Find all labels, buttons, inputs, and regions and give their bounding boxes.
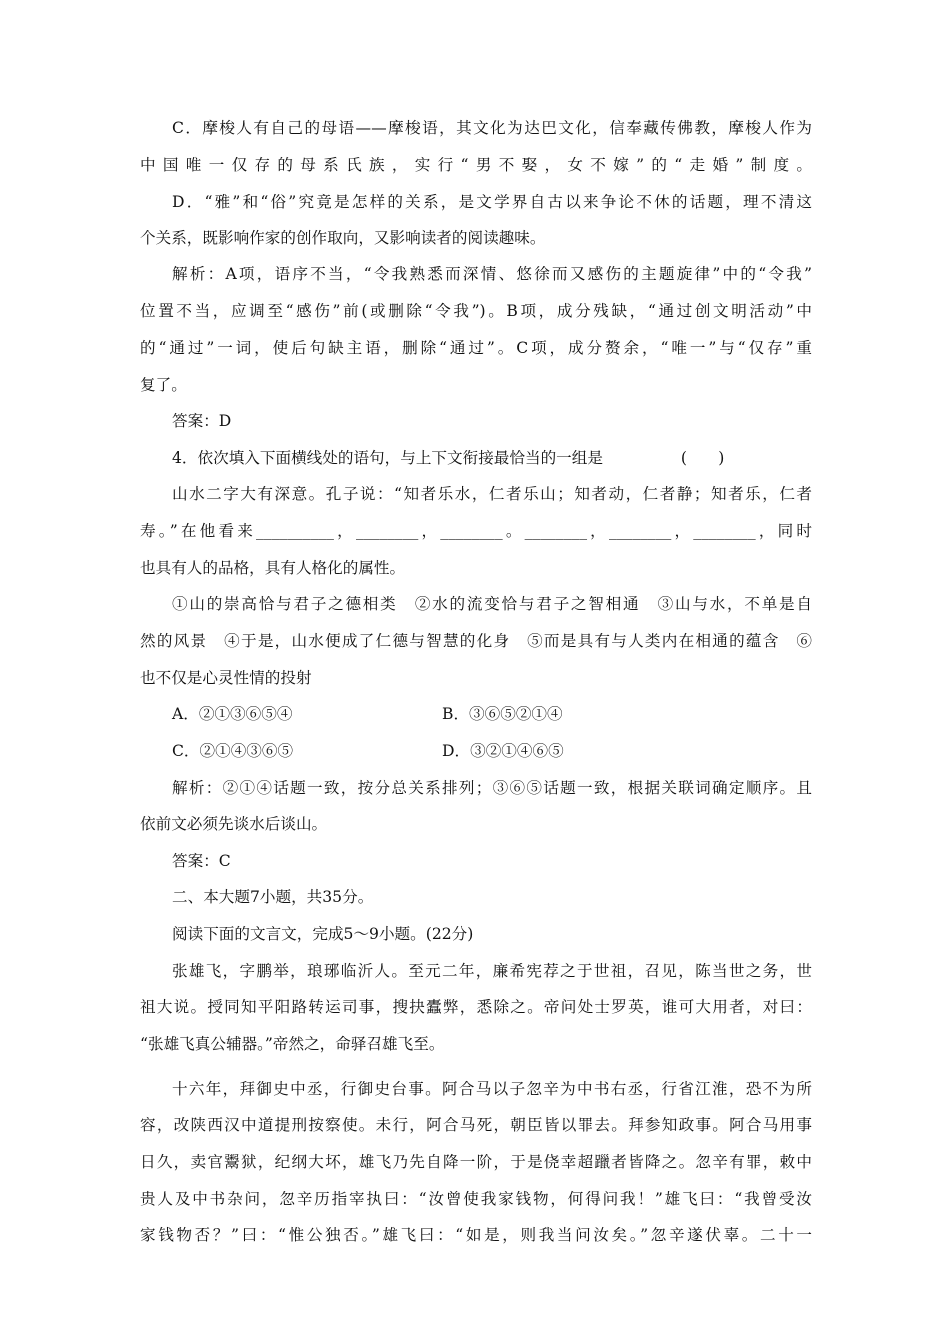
option-b: B．③⑥⑤②①④ [442, 705, 563, 723]
text-line: 祖大说。授同知平阳路转运司事，搜抉蠹弊，悉除之。帝问处士罗英，谁可大用者，对曰： [140, 998, 812, 1016]
text-line: 个关系，既影响作家的创作取向，又影响读者的阅读趣味。 [140, 229, 546, 247]
text-line: 张雄飞，字鹏举，琅琊临沂人。至元二年，廉希宪荐之于世祖，召见，陈当世之务，世 [172, 962, 812, 980]
text-line: 依前文必须先谈水后谈山。 [140, 815, 328, 833]
text-line: 容，改陕西汉中道提刑按察使。未行，阿合马死，朝臣皆以罪去。拜参知政事。阿合马用事 [140, 1116, 812, 1134]
text-line: 日久，卖官鬻狱，纪纲大坏，雄飞乃先自降一阶，于是侥幸超躐者皆降之。忽辛有罪，敕中 [140, 1153, 812, 1171]
text-line: ①山的崇高恰与君子之德相类 ②水的流变恰与君子之智相通 ③山与水，不单是自 [172, 595, 812, 613]
text-line: 复了。 [140, 376, 187, 394]
text-line: 的“通过”一词，使后句缺主语，删除“通过”。C项，成分赘余，“唯一”与“仅存”重 [140, 339, 812, 357]
text-line: 也不仅是心灵性情的投射 [140, 669, 312, 687]
text-line: 寿。”在他看来__________，________，________。________，________，________，同时 [140, 522, 812, 540]
section-heading: 二、本大题7小题，共35分。 [172, 888, 374, 906]
text-line: 贵人及中书杂问，忽辛历指宰执曰：“汝曾使我家钱物，何得问我！”雄飞曰：“我曾受汝 [140, 1190, 812, 1208]
option-c: C．②①④③⑥⑤ [172, 742, 294, 760]
text-line: 中国唯一仅存的母系氏族，实行“男不娶，女不嫁”的“走婚”制度。 [140, 156, 812, 174]
text-line: 家钱物否？”曰：“惟公独否。”雄飞曰：“如是，则我当问汝矣。”忽辛遂伏辜。二十一 [140, 1226, 812, 1244]
text-line: 也具有人的品格，具有人格化的属性。 [140, 559, 406, 577]
text-line: 位置不当，应调至“感伤”前(或删除“令我”)。B项，成分残缺，“通过创文明活动”中 [140, 302, 812, 320]
text-line: C．摩梭人有自己的母语——摩梭语，其文化为达巴文化，信奉藏传佛教，摩梭人作为 [172, 119, 812, 137]
text-line: “张雄飞真公辅器。”帝然之，命驿召雄飞至。 [140, 1035, 445, 1053]
text-line: D．“雅”和“俗”究竟是怎样的关系，是文学界自古以来争论不休的话题，理不清这 [172, 193, 812, 211]
text-line: 然的风景 ④于是，山水便成了仁德与智慧的化身 ⑤而是具有与人类内在相通的蕴含 ⑥ [140, 632, 812, 650]
text-line: 解析：②①④话题一致，按分总关系排列；③⑥⑤话题一致，根据关联词确定顺序。且 [172, 779, 812, 797]
option-a: A．②①③⑥⑤④ [172, 705, 293, 723]
option-d: D．③②①④⑥⑤ [442, 742, 564, 760]
text-line: 阅读下面的文言文，完成5～9小题。(22分) [172, 925, 474, 943]
answer-line: 答案：D [172, 412, 232, 430]
text-line: 解析：A项，语序不当，“令我熟悉而深情、悠徐而又感伤的主题旋律”中的“令我” [172, 265, 812, 283]
answer-line: 答案：C [172, 852, 231, 870]
text-line: 山水二字大有深意。孔子说：“知者乐水，仁者乐山；知者动，仁者静；知者乐，仁者 [172, 485, 812, 503]
question-stem: 4．依次填入下面横线处的语句，与上下文衔接最恰当的一组是 ( ) [172, 449, 725, 467]
text-line: 十六年，拜御史中丞，行御史台事。阿合马以子忽辛为中书右丞，行省江淮，恐不为所 [172, 1080, 812, 1098]
